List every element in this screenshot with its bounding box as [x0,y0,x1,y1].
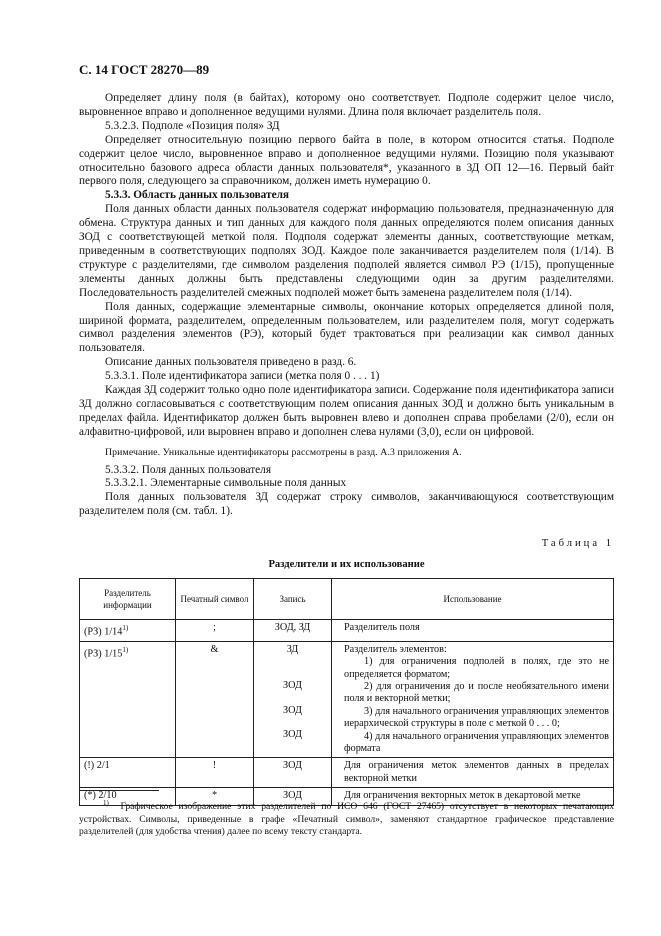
body-text [79,92,614,519]
table-number: Таблица 1 [541,538,614,549]
cell-delimiter: (*) 2/10 [80,788,176,805]
page-header: С. 14 ГОСТ 28270—89 [79,62,210,77]
cell-delimiter: (!) 2/1 [80,758,176,788]
paragraph: Поля данных пользователя ЗД содержат строку символов, заканчивающуюся соответствующим разделителем поля (см. табл. 1). [79,491,614,518]
col-header-usage: Использование [332,579,614,620]
footnote-mark: 1) [103,799,109,807]
cell-record: ЗОД, ЗД [254,620,332,642]
usage-title: Разделитель элементов: [344,643,447,655]
cell-symbol: * [176,788,254,805]
cell-usage: Разделитель поля [332,620,614,642]
cell-delimiter: (РЗ) 1/14$^{1)}$ [80,620,176,642]
col-header-record: Запись [254,579,332,620]
record-zd: ЗД [286,643,299,655]
usage-item: 2) для ограничения до и после необязательного имени поля и векторной метки; [344,681,609,705]
usage-item: 1) для ограничения подполей в полях, где это не определяется форматом; [344,656,609,680]
note: Примечание. Уникальные идентификаторы рассмотрены в разд. А.3 приложения А. [105,446,462,458]
paragraph: Поля данных, содержащие элементарные символы, окончание которых определяется длиной поля, шириной формата, разделителем, определенным пользователем, или разделителем поля, могут содержать символ разделения элементов (РЭ), который будет трактоваться при реализации как символ данных пользователя. [79,300,614,355]
cell-record: ЗОД [254,758,332,788]
record-zod: ЗОД [283,680,302,692]
cell-record: ЗОД [254,788,332,805]
subsection-heading: 5.3.3.1. Поле идентификатора записи (метка поля 0 . . . 1) [105,370,380,383]
cell-delimiter: (РЗ) 1/15$^{1)}$ [80,641,176,758]
paragraph: Поля данных области данных пользователя содержат информацию пользователя, предназначенную для обмена. Структура данных и тип данных для каждого поля данных определяются полем описания данных ЗОД с соответствующей меткой поля. Подполя содержат элементы данных, соответствующие меткам, приведенным в соответствующих подполях ЗОД. Каждое поле заканчивается разделителем поля (1/14). В структуре с разделителями, где символом разделения подполей является символ РЭ (1/15), пропущенные элементы данных должны быть представлены следующими один за другим разделителями. Последовательность разделителей смежных подполей может быть заменена разделителем поля (1/14). [79,203,614,299]
cell-usage: Для ограничения векторных меток в декартовой метке [332,788,614,805]
cell-symbol: ; [176,620,254,642]
paragraph: Описание данных пользователя приведено в разд. 6. [105,356,357,369]
footnote-text: Графическое изображение этих разделителей по ИСО 646 (ГОСТ 27465) отсутствует в некоторых печатающих устройствах. Символы, приведенные в графе «Печатный символ», заменяют стандартное графическое представление разделителей (для удобства чтения) далее по всему тексту стандарта. [79,801,615,838]
table-header-row [80,579,614,620]
section-heading: 5.3.3. Область данных пользователя [105,189,290,202]
cell-symbol: & [176,641,254,758]
cell-record [254,641,332,758]
cell-usage: Для ограничения меток элементов данных в пределах векторной метки [332,758,614,788]
table-title: Разделители и их использование [268,559,425,570]
subsection-heading: 5.3.3.2.1. Элементарные символьные поля данных [105,477,347,490]
cell-symbol: ! [176,758,254,788]
usage-item: 4) для начального ограничения управляющих элементов формата [344,730,609,755]
col-header-symbol: Печатный символ [176,579,254,620]
col-header-delimiter: Разделитель информации [80,579,176,620]
subsection-heading: 5.3.3.2. Поля данных пользователя [105,463,272,476]
record-zod: ЗОД [283,729,302,741]
delimiters-table [79,578,614,806]
subsection-heading: 5.3.2.3. Подполе «Позиция поля» ЗД [105,119,280,132]
footnote-divider [79,790,159,791]
record-zod: ЗОД [283,704,302,716]
table-row [80,758,614,788]
paragraph: Определяет относительную позицию первого байта в поле, в котором относится статья. Подполе содержит целое число, выровненное вправо и дополненное ведущими нулями. Позицию поля указывают относительно базового адреса области данных пользователя*, указанного в ЗД ОП 12—16. Первый байт первого поля, следующего за справочником, должен иметь нумерацию 0. [79,133,614,188]
table-row [80,620,614,642]
paragraph: Определяет длину поля (в байтах), которому оно соответствует. Подполе содержит целое число, выровненное вправо и дополненное ведущими нулями. Длина поля включает разделитель поля. [79,92,614,118]
footnote [79,797,614,839]
paragraph: Каждая ЗД содержит только одно поле идентификатора записи. Содержание поля идентификатора записи ЗД должно согласовываться с соответствующим полем описания данных ЗОД и должно быть уникальным в пределах файла. Идентификатор должен быть выровнен влево и дополнен справа пробелами (2/0), если он алфавитно-цифровой, или выровнен вправо и дополнен слева нулями (3,0), если он цифровой. [79,384,614,438]
table-caption [79,538,614,570]
cell-usage [332,641,614,758]
table-row [80,641,614,758]
usage-item: 3) для начального ограничения управляющих элементов иерархической структуры в поле с меткой 0 . . . 0; [344,705,609,730]
